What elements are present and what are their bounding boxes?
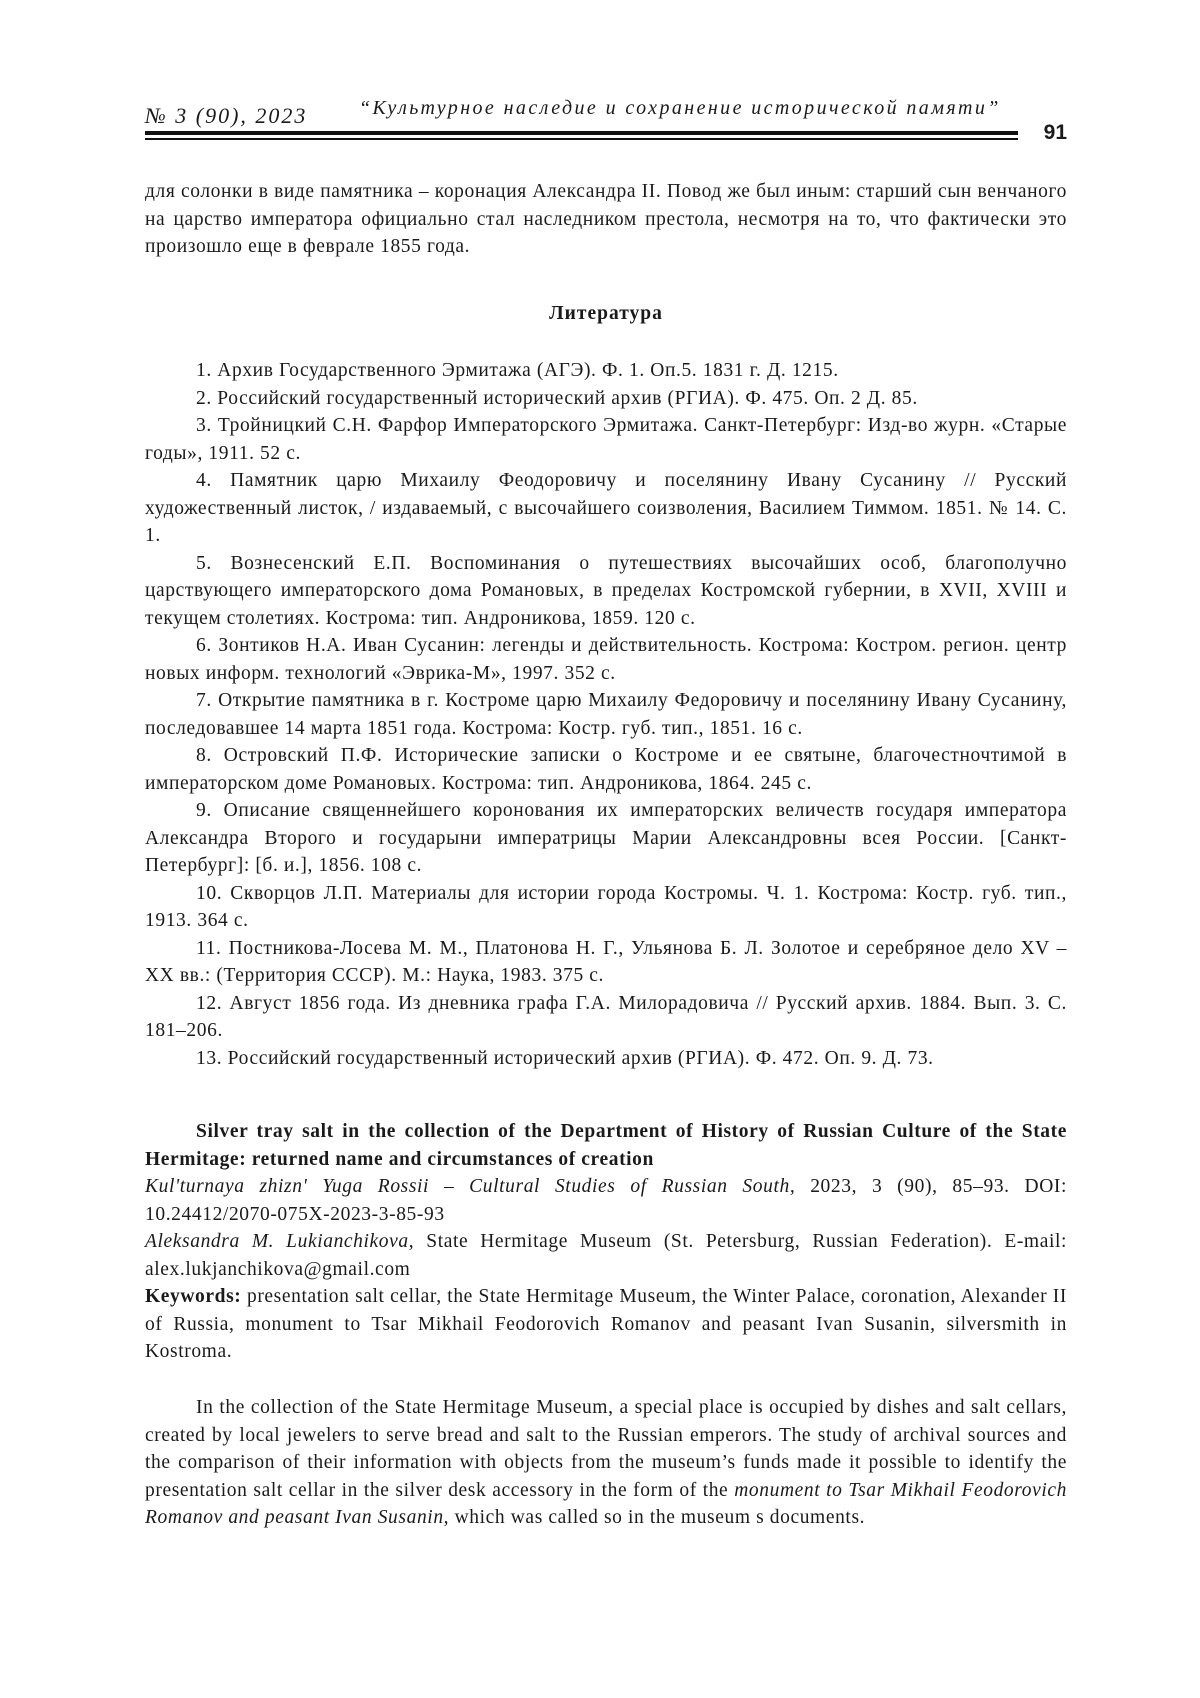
- english-body: [145, 1394, 1067, 1532]
- author-affiliation: , State Hermitage Museum (St. Petersburg, Russian Federation). E-mail: alex.lukjanchikova@gmail.com: [145, 1231, 1067, 1280]
- citation-journal: Kul'turnaya zhizn' Yuga Rossii – Cultural Studies of Russian South,: [145, 1176, 795, 1197]
- keywords-label: Keywords:: [145, 1286, 241, 1307]
- reference-list: [145, 357, 1067, 1072]
- keywords-line: [145, 1283, 1067, 1366]
- intro-paragraph-block: [145, 178, 1067, 261]
- intro-paragraph: для солонки в виде памятника – коронация Александра II. Повод же был иным: старший сын венчаного на царство императора официально стал наследником престола, несмотря на то, что фактически это произошло еще в феврале 1855 года.: [145, 178, 1067, 261]
- reference-item: 8. Островский П.Ф. Исторические записки о Костроме и ее святыне, благочестночтимой в императорском доме Романовых. Кострома: тип. Андроникова, 1864. 245 с.: [145, 742, 1067, 797]
- author-name: Aleksandra M. Lukianchikova: [145, 1231, 409, 1252]
- journal-title: “Культурное наследие и сохранение исторической памяти”: [359, 97, 1001, 120]
- reference-item: 4. Памятник царю Михаилу Феодоровичу и поселянину Ивану Сусанину // Русский художественный листок, / издаваемый, с высочайшего соизволения, Василием Тиммом. 1851. № 14. С. 1.: [145, 467, 1067, 550]
- citation: [145, 1173, 1067, 1228]
- english-paragraph-italic: monument to Tsar Mikhail Feodorovich Romanov and peasant Ivan Susanin: [145, 1480, 1067, 1529]
- reference-item: 11. Постникова-Лосева М. М., Платонова Н. Г., Ульянова Б. Л. Золотое и серебряное дело XV – XX вв.: (Территория СССР). М.: Наука, 1983. 375 с.: [145, 935, 1067, 990]
- english-title: Silver tray salt in the collection of the Department of History of Russian Culture of the State Hermitage: returned name and circumstances of creation: [145, 1118, 1067, 1173]
- english-paragraph-part2: , which was called so in the museum s documents.: [444, 1507, 865, 1528]
- reference-item: 7. Открытие памятника в г. Костроме царю Михаилу Федоровичу и поселянину Ивану Сусанину, последовавшее 14 марта 1851 года. Кострома: Костр. губ. тип., 1851. 16 с.: [145, 687, 1067, 742]
- english-abstract: [145, 1118, 1067, 1366]
- english-paragraph: [145, 1394, 1067, 1532]
- english-paragraph-part1: In the collection of the State Hermitage Museum, a special place is occupied by dishes and salt cellars, created by local jewelers to serve bread and salt to the Russian emperors. The study of archival sources and the comparison of their information with objects from the museum’s funds made it possible to identify the presentation salt cellar in the silver desk accessory in the form of the: [145, 1397, 1067, 1501]
- reference-item: 13. Российский государственный исторический архив (РГИА). Ф. 472. Оп. 9. Д. 73.: [145, 1045, 1067, 1073]
- page-number: 91: [1044, 121, 1067, 145]
- running-header: [145, 95, 1067, 143]
- reference-item: 12. Август 1856 года. Из дневника графа Г.А. Милорадовича // Русский архив. 1884. Вып. 3. С. 181–206.: [145, 990, 1067, 1045]
- reference-item: 1. Архив Государственного Эрмитажа (АГЭ). Ф. 1. Оп.5. 1831 г. Д. 1215.: [145, 357, 1067, 385]
- header-rule-thin: [145, 138, 1018, 140]
- page: [145, 95, 1067, 143]
- citation-details: 2023, 3 (90), 85–93. DOI: 10.24412/2070-075X-2023-3-85-93: [145, 1176, 1067, 1225]
- literature-heading: Литература: [145, 303, 1067, 325]
- reference-item: 2. Российский государственный исторический архив (РГИА). Ф. 475. Оп. 2 Д. 85.: [145, 385, 1067, 413]
- reference-item: 9. Описание священнейшего коронования их императорских величеств государя императора Александра Второго и государыни императрицы Марии Александровны всея России. [Санкт-Петербург]: [б. и.], 1856. 108 с.: [145, 797, 1067, 880]
- reference-item: 3. Тройницкий С.Н. Фарфор Императорского Эрмитажа. Санкт-Петербург: Изд-во журн. «Старые годы», 1911. 52 с.: [145, 412, 1067, 467]
- author-line: [145, 1228, 1067, 1283]
- reference-item: 10. Скворцов Л.П. Материалы для истории города Костромы. Ч. 1. Кострома: Костр. губ. тип., 1913. 364 с.: [145, 880, 1067, 935]
- issue-number: № 3 (90), 2023: [145, 103, 307, 129]
- header-rule-thick: [145, 131, 1018, 135]
- reference-item: 6. Зонтиков Н.А. Иван Сусанин: легенды и действительность. Кострома: Костром. регион. центр новых информ. технологий «Эврика-М», 1997. 352 с.: [145, 632, 1067, 687]
- keywords-text: presentation salt cellar, the State Hermitage Museum, the Winter Palace, coronation, Alexander II of Russia, monument to Tsar Mikhail Feodorovich Romanov and peasant Ivan Susanin, silversmith in Kostroma.: [145, 1286, 1067, 1362]
- reference-item: 5. Вознесенский Е.П. Воспоминания о путешествиях высочайших особ, благополучно царствующего императорского дома Романовых, в пределах Костромской губернии, в XVII, XVIII и текущем столетиях. Кострома: тип. Андроникова, 1859. 120 с.: [145, 550, 1067, 633]
